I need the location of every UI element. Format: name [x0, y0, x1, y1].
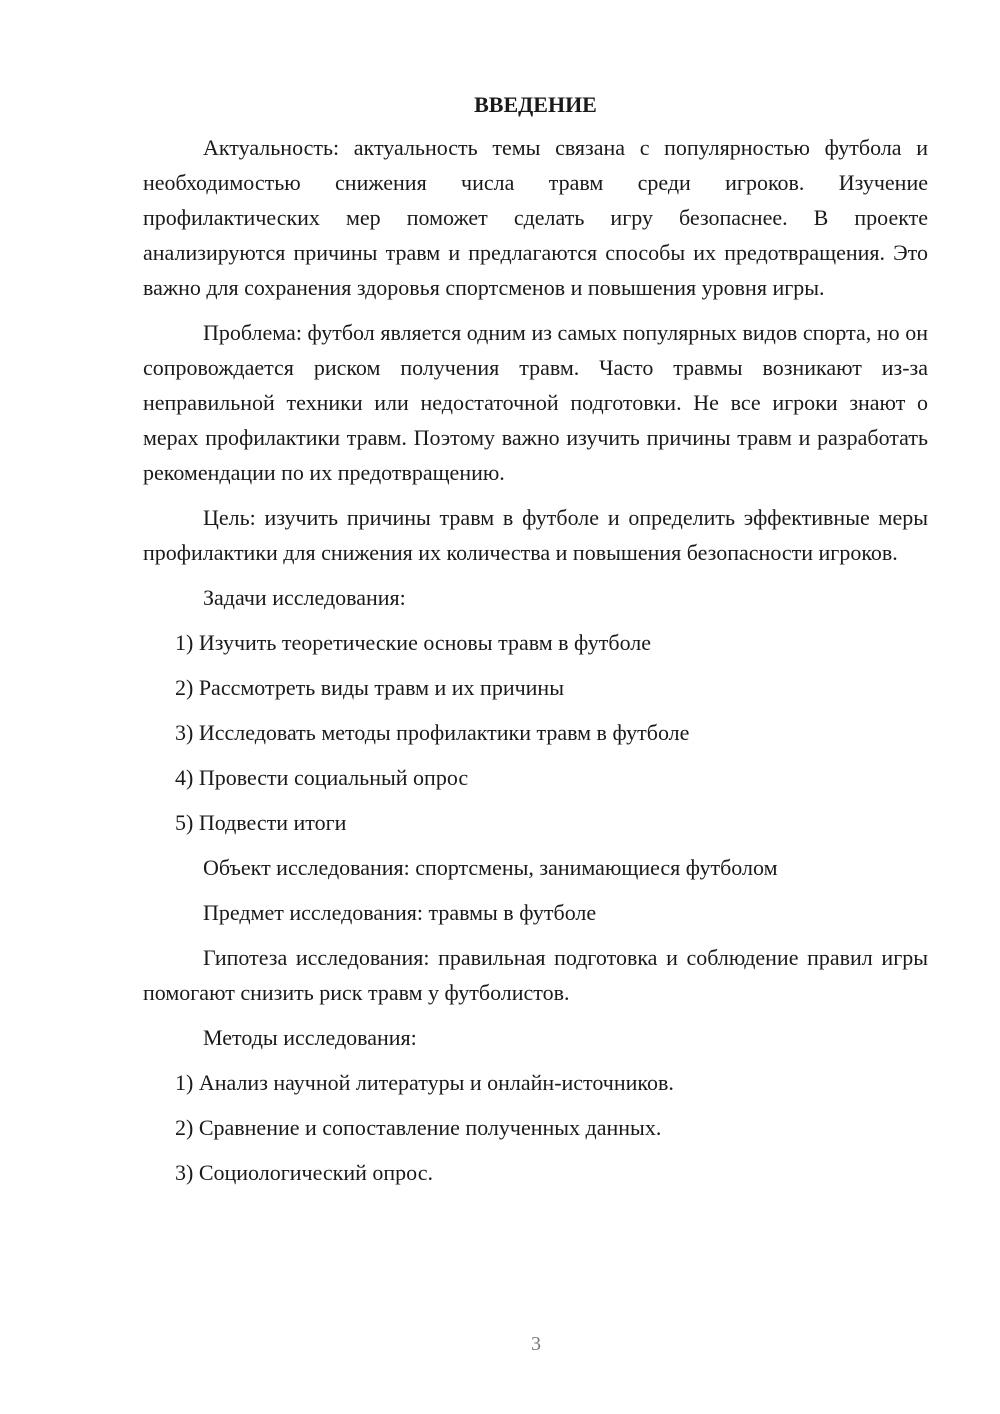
list-item: 1) Изучить теоретические основы травм в футболе	[175, 630, 652, 655]
list-item: 5) Подвести итоги	[175, 810, 347, 835]
document-page	[143, 90, 928, 1200]
list-item: 3) Исследовать методы профилактики травм в футболе	[175, 720, 690, 745]
methods-heading: Методы исследования:	[203, 1025, 417, 1050]
list-item: 2) Рассмотреть виды травм и их причины	[175, 675, 564, 700]
tasks-heading: Задачи исследования:	[203, 585, 406, 610]
relevance-paragraph: Актуальность: актуальность темы связана с популярностью футбола и необходимостью снижения числа травм среди игроков. Изучение профилактических мер поможет сделать игру безопаснее. В проекте анализируются причины травм и предлагаются способы их предотвращения. Это важно для сохранения здоровья спортсменов и повышения уровня игры.	[143, 135, 928, 300]
problem-paragraph: Проблема: футбол является одним из самых популярных видов спорта, но он сопровождается риском получения травм. Часто травмы возникают из-за неправильной техники или недостаточной подготовки. Не все игроки знают о мерах профилактики травм. Поэтому важно изучить причины травм и разработать рекомендации по их предотвращению.	[143, 320, 928, 485]
list-item: 1) Анализ научной литературы и онлайн-источников.	[175, 1070, 674, 1095]
list-item: 2) Сравнение и сопоставление полученных данных.	[175, 1115, 662, 1140]
object-line: Объект исследования: спортсмены, занимающиеся футболом	[203, 855, 778, 880]
subject-line: Предмет исследования: травмы в футболе	[203, 900, 597, 925]
tasks-list	[143, 625, 928, 840]
methods-list	[143, 1065, 928, 1190]
page-number: 3	[531, 1333, 541, 1355]
list-item: 3) Социологический опрос.	[175, 1160, 433, 1185]
document-title: ВВЕДЕНИЕ	[474, 92, 597, 117]
list-item: 4) Провести социальный опрос	[175, 765, 469, 790]
hypothesis-paragraph: Гипотеза исследования: правильная подготовка и соблюдение правил игры помогают снизить риск травм у футболистов.	[143, 945, 928, 1005]
goal-paragraph: Цель: изучить причины травм в футболе и определить эффективные меры профилактики для снижения их количества и повышения безопасности игроков.	[143, 505, 928, 565]
